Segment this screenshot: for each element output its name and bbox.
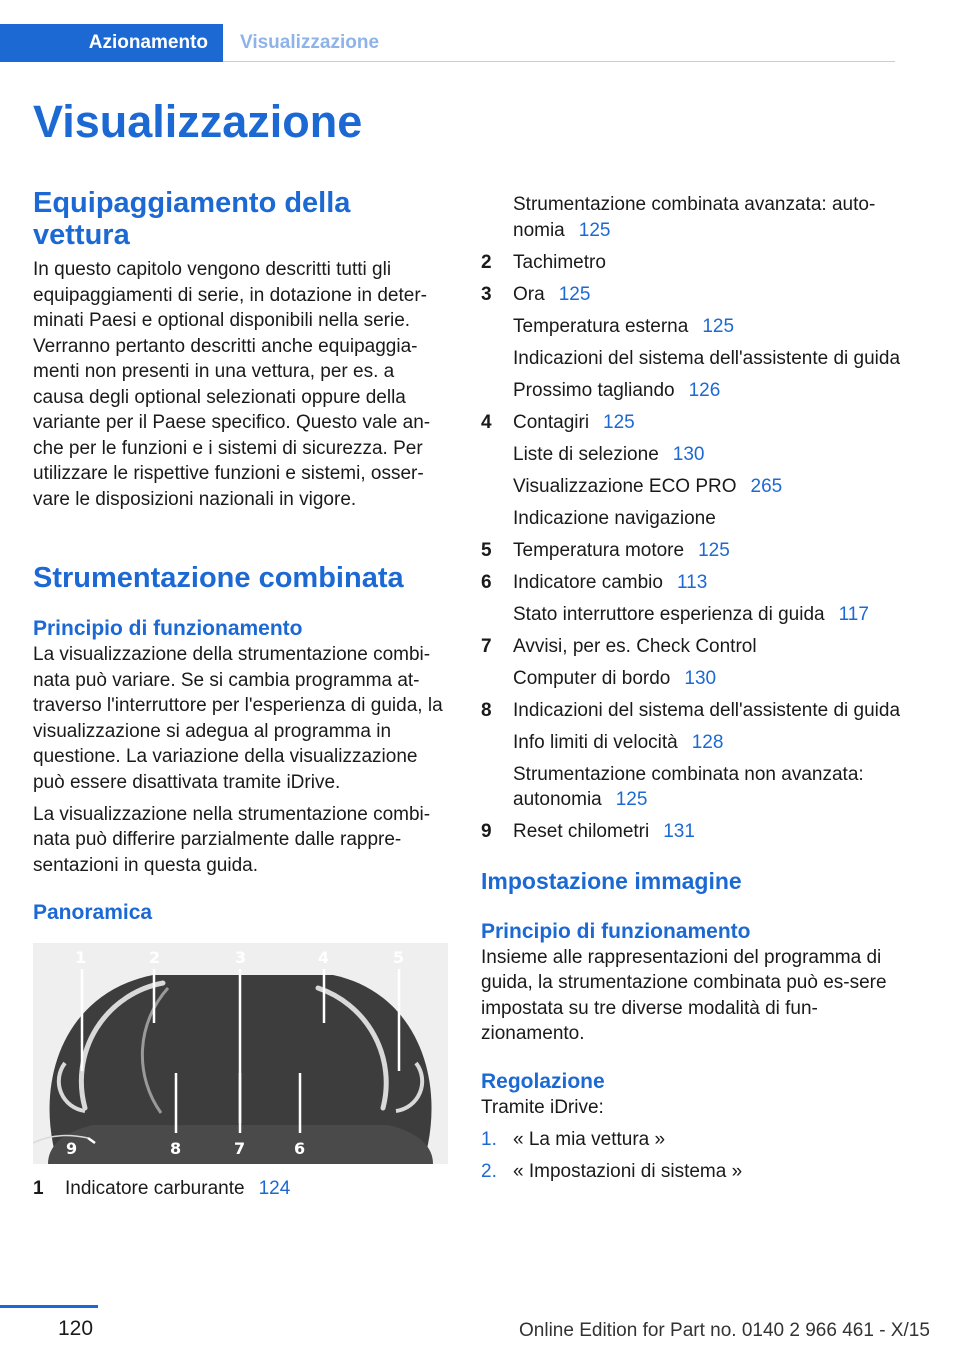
strumentazione-para-2: La visualizzazione nella strumentazione combi-nata può differire parzialmente dalle rappre-sentazioni in questa guida. [33, 803, 431, 876]
right-column [481, 192, 901, 1184]
page-ref-link[interactable]: 130 [672, 443, 705, 465]
legend-line [513, 730, 901, 756]
page-ref-link[interactable]: 125 [578, 219, 611, 241]
legend-line [513, 538, 901, 564]
tab-visualizzazione[interactable]: Visualizzazione [240, 32, 380, 53]
legend-number: 9 [481, 821, 492, 842]
figure-label-6: 6 [294, 1139, 306, 1158]
legend-text: Avvisi, per es. Check Control [513, 635, 757, 657]
legend-item-8 [481, 698, 901, 813]
equip-body: In questo capitolo vengono descritti tutti gli equipaggiamenti di serie, in dotazione in deter-minati Paesi e optional disponibili nella serie. Verranno pertanto descritti anche equipaggia-menti non presenti in una vettura, per es. a causa degli optional selezionati oppure della variante per il Paese specifico. Questo vale an-che per le funzioni e i sistemi di sicurezza. Per utilizzare le rispettive funzioni e sistemi, osser-vare le disposizioni nazionali in vigore. [33, 259, 431, 510]
principle-heading: Principio di funzionamento [33, 617, 303, 640]
legend-text: Temperatura esterna [513, 315, 689, 337]
legend-line [513, 634, 901, 660]
page-ref-link[interactable]: 265 [750, 475, 783, 497]
legend-item-5 [481, 538, 901, 564]
setting-heading: Regolazione [481, 1069, 605, 1093]
legend-item-1-cont [481, 192, 901, 243]
immagine-heading: Impostazione immagine [481, 867, 742, 894]
legend-number: 3 [481, 283, 492, 305]
page-ref-link[interactable]: 128 [691, 731, 724, 753]
legend-line [513, 474, 901, 500]
legend-text: Reset chilometri [513, 821, 650, 842]
legend-text: Strumentazione combinata non avanzata: autonomia [513, 763, 864, 810]
legend-line [513, 314, 901, 340]
legend-item-4 [481, 410, 901, 532]
strumentazione-para-1: La visualizzazione della strumentazione combi-nata può variare. Se si cambia programma at-traverso l'interruttore per l'esperienza di guida, la visualizzazione si adegua al programma in questione. La variazione della visualizzazione può essere disattivata tramite iDrive. [33, 644, 443, 793]
figure-label-5: 5 [393, 948, 405, 967]
figure-label-7: 7 [234, 1139, 246, 1158]
legend-number: 4 [481, 411, 492, 433]
legend-number: 8 [481, 699, 492, 721]
legend-text: Visualizzazione ECO PRO [513, 475, 737, 497]
steps-list [481, 1127, 901, 1185]
edition-note: Online Edition for Part no. 0140 2 966 461 - X/15 [519, 1320, 930, 1341]
legend-line [513, 378, 901, 404]
legend-number: 1 [33, 1178, 44, 1199]
legend-text: Tachimetro [513, 251, 606, 273]
legend-line [513, 282, 901, 308]
figure-label-3: 3 [235, 948, 247, 967]
legend-line [513, 602, 901, 628]
legend-number: 7 [481, 635, 492, 657]
tab-azionamento[interactable]: Azionamento [0, 24, 223, 62]
legend-item-1-start [33, 1176, 448, 1202]
legend-text: Contagiri [513, 411, 590, 433]
legend-item-7 [481, 634, 901, 692]
legend-line [513, 762, 901, 813]
figure-label-4: 4 [318, 948, 330, 967]
page-ref-link[interactable]: 125 [615, 789, 648, 810]
left-column [33, 95, 448, 1202]
figure-label-2: 2 [149, 948, 161, 967]
figure-label-1: 1 [75, 948, 87, 967]
page-ref-link[interactable]: 126 [688, 379, 721, 401]
legend-item-3 [481, 282, 901, 404]
step-text: « Impostazioni di sistema » [513, 1160, 743, 1182]
page-ref-link[interactable]: 131 [663, 821, 695, 842]
figure-label-9: 9 [66, 1139, 78, 1158]
page-ref-link[interactable]: 125 [558, 283, 591, 305]
legend-line [513, 819, 901, 845]
legend-item-6 [481, 570, 901, 628]
legend-item-2 [481, 250, 901, 276]
legend-text: Indicazioni del sistema dell'assistente di guida [513, 347, 901, 369]
page-ref-link[interactable]: 113 [676, 571, 708, 593]
step-item [481, 1159, 901, 1185]
equip-heading: Equipaggiamento della vettura [33, 187, 351, 251]
legend-text: Ora [513, 283, 545, 305]
step-number: 2. [481, 1160, 497, 1182]
legend-text: Indicatore carburante [65, 1178, 245, 1199]
legend-text: Stato interruttore esperienza di guida [513, 603, 825, 625]
legend-text: Liste di selezione [513, 443, 659, 465]
page-ref-link[interactable]: 130 [684, 667, 717, 689]
page-ref-link[interactable]: 124 [258, 1178, 291, 1199]
legend-line [513, 442, 901, 468]
legend-item-9 [481, 819, 901, 845]
legend-text: Temperatura motore [513, 539, 685, 561]
legend-line [513, 570, 901, 596]
legend-line [513, 698, 901, 724]
overview-heading: Panoramica [33, 901, 153, 924]
page-ref-link[interactable]: 125 [698, 539, 730, 561]
legend-text: Info limiti di velocità [513, 731, 678, 753]
immagine-principle-heading: Principio di funzionamento [481, 919, 751, 943]
step-text: « La mia vettura » [513, 1128, 666, 1150]
page-header [0, 24, 895, 62]
legend-text: Computer di bordo [513, 667, 671, 689]
instrument-cluster-figure [33, 943, 448, 1164]
step-item [481, 1127, 901, 1153]
page-title: Visualizzazione [33, 96, 363, 147]
legend-line [513, 410, 901, 436]
strumentazione-heading: Strumentazione combinata [33, 562, 404, 594]
legend-number: 2 [481, 251, 492, 273]
legend-text: Indicatore cambio [513, 571, 663, 593]
legend-number: 6 [481, 571, 492, 593]
figure-label-8: 8 [170, 1139, 182, 1158]
page-ref-link[interactable]: 117 [838, 603, 869, 625]
legend-text: Prossimo tagliando [513, 379, 675, 401]
footer-divider [0, 1305, 98, 1308]
legend-number: 5 [481, 539, 492, 561]
page-ref-link[interactable]: 125 [702, 315, 735, 337]
header-divider [223, 61, 895, 62]
legend-text: Indicazione navigazione [513, 507, 716, 529]
legend-text: Indicazioni del sistema dell'assistente di guida [513, 699, 901, 721]
legend-line [513, 346, 901, 372]
immagine-body: Insieme alle rappresentazioni del programma di guida, la strumentazione combinata può es-sere impostata su tre diverse modalità di fun-zionamento. [481, 946, 887, 1044]
setting-intro: Tramite iDrive: [481, 1096, 604, 1118]
instrument-cluster-illustration [33, 943, 448, 1164]
page-number: 120 [58, 1317, 94, 1340]
legend-line [513, 666, 901, 692]
legend-list [481, 250, 901, 845]
page-ref-link[interactable]: 125 [603, 411, 635, 433]
legend-line [513, 506, 901, 532]
legend-line [513, 250, 901, 276]
legend-text: Strumentazione combinata avanzata: auto-nomia [513, 194, 876, 241]
step-number: 1. [481, 1128, 497, 1150]
